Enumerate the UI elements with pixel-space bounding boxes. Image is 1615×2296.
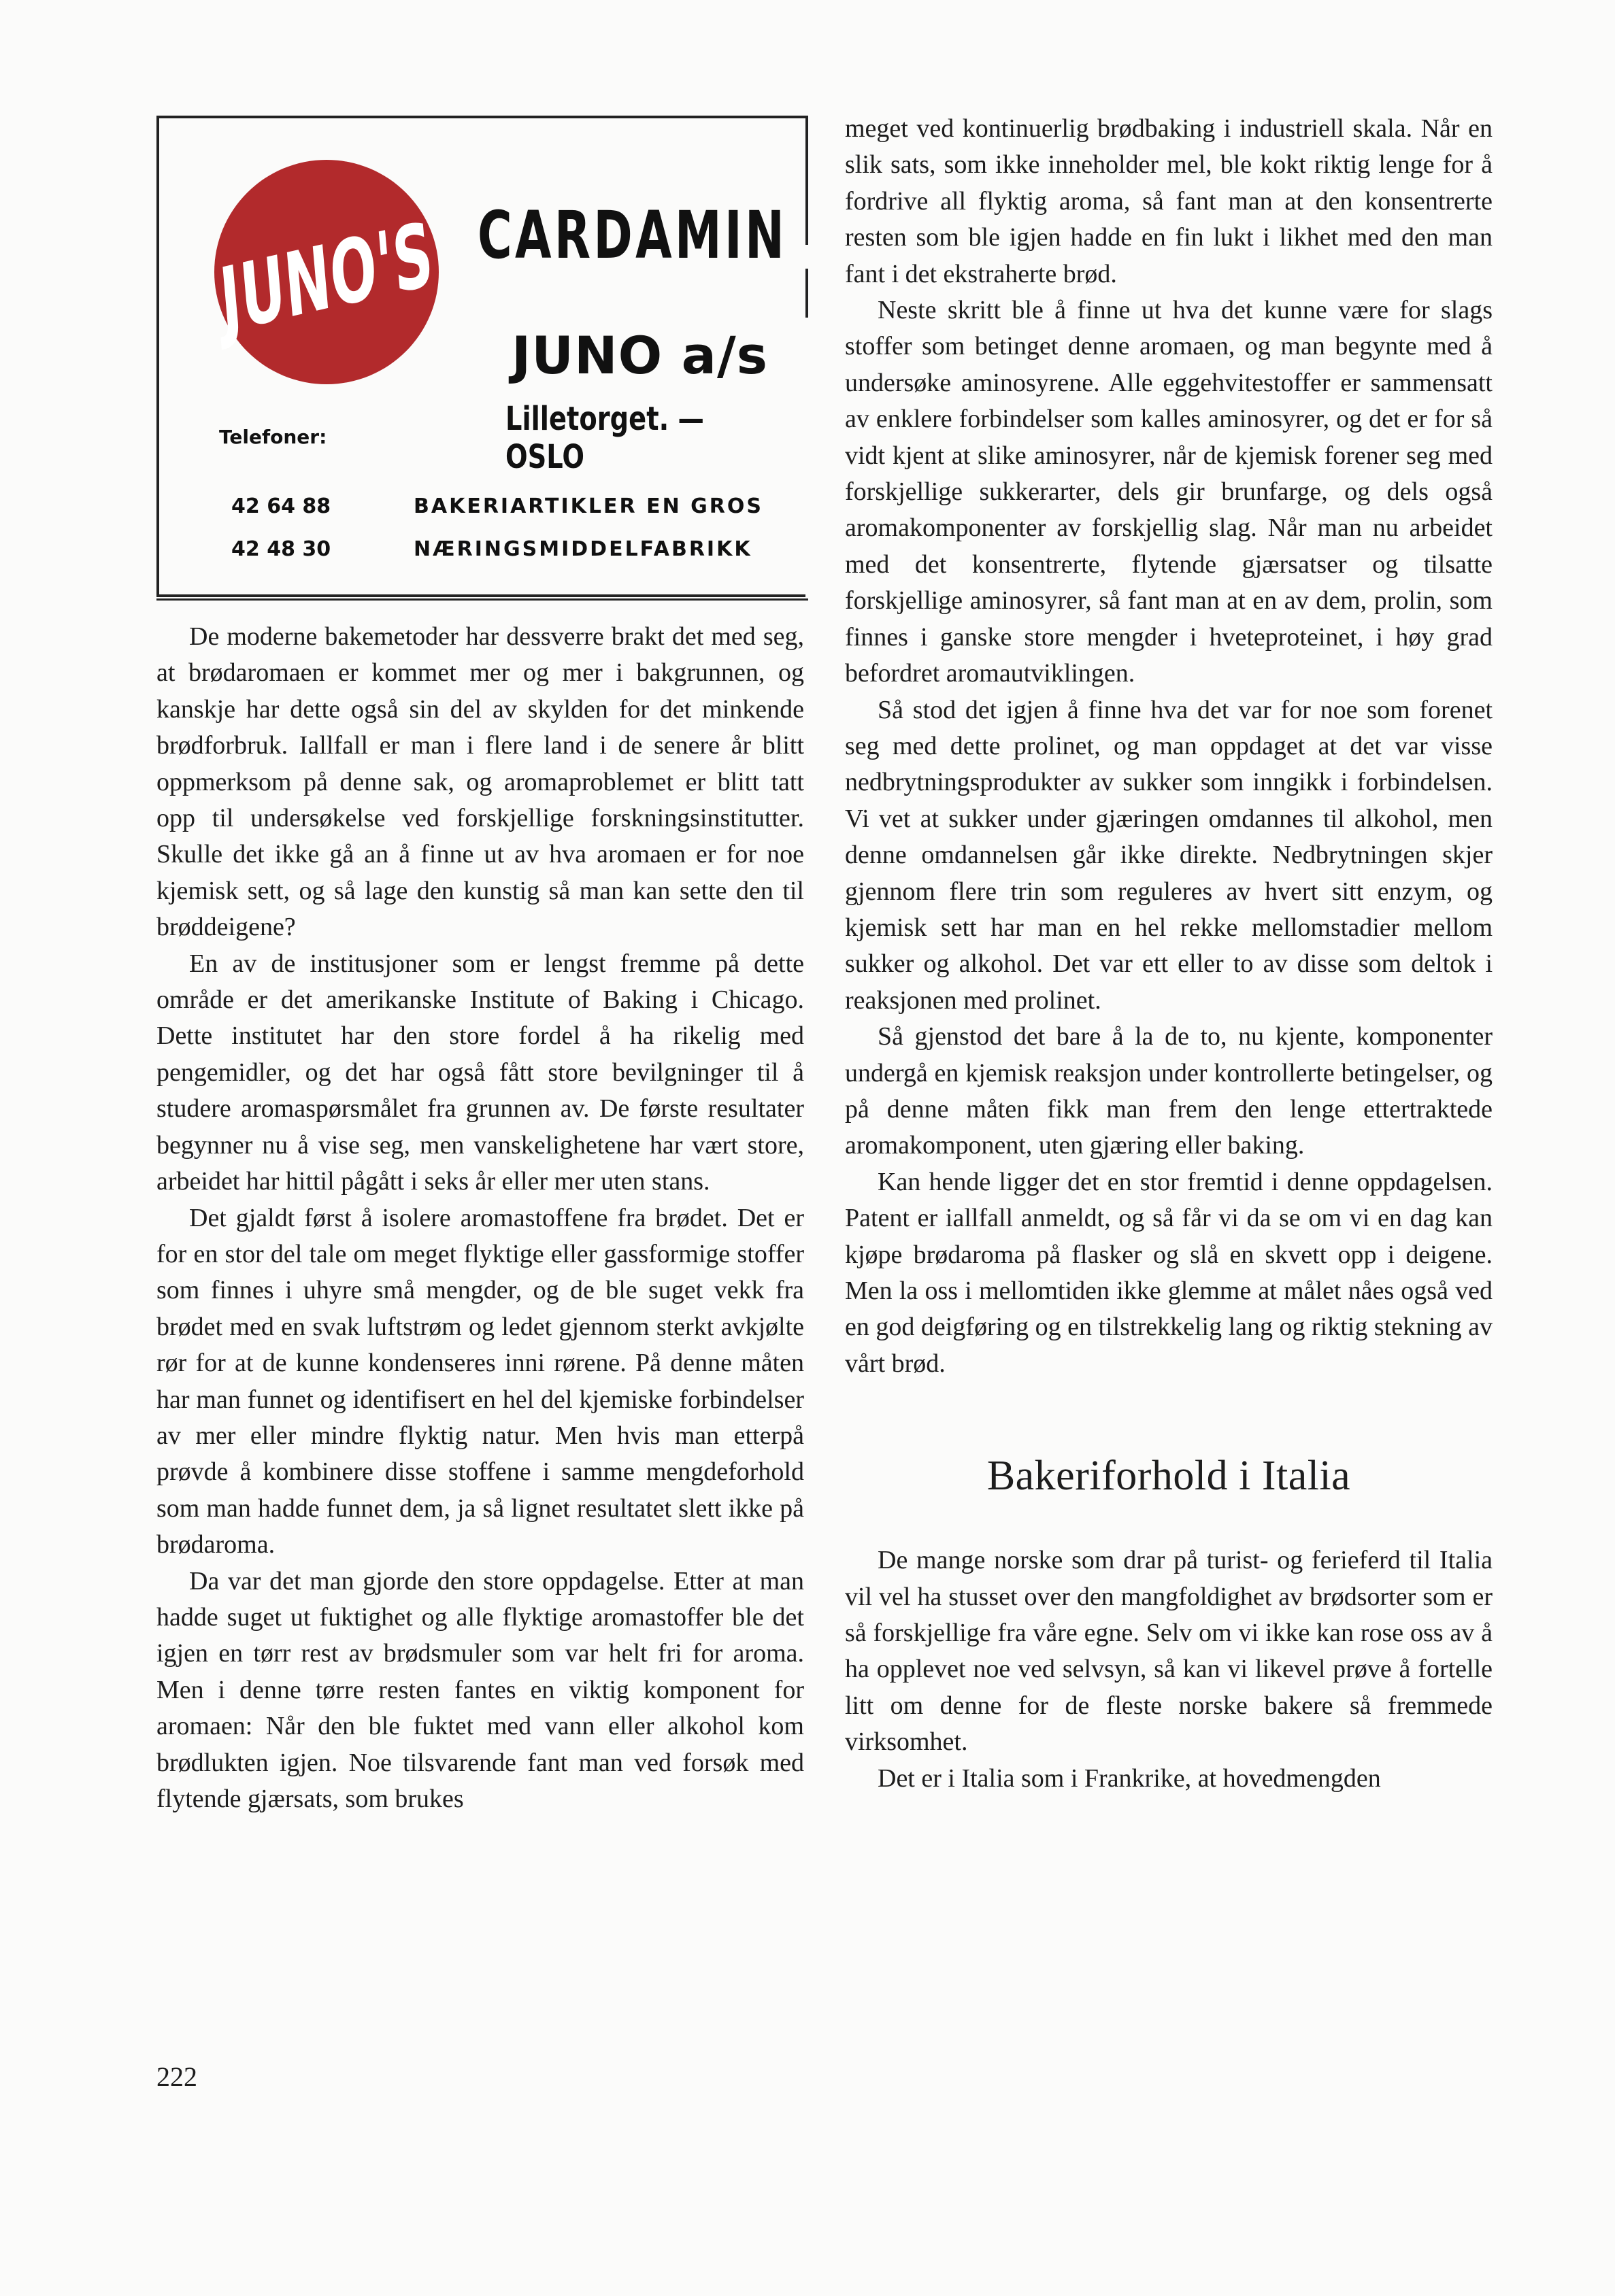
ad-business-line: NÆRINGSMIDDELFABRIKK [414,537,752,561]
ad-bottom-rule [156,598,808,601]
ad-frame-right-edge-lower [805,269,808,318]
page-number: 222 [156,2061,197,2092]
logo-lettering: JUNO'S [216,203,437,353]
advertisement [156,116,812,605]
paragraph: Så gjenstod det bare å la de to, nu kjente, komponenter undergå en kjemisk reaksjon under kontrollerte betingelser, og på denne måten fikk man frem den lenge ettertraktede aromakomponent, uten gjæring eller baking. [845,1022,1493,1160]
ad-frame-right-edge [805,116,808,245]
ad-phone-label: Telefoner: [219,426,327,448]
paragraph: Så stod det igjen å finne hva det var for noe som forenet seg med dette prolinet, og man oppdaget at det var visse nedbrytningsprodukter av sukker som inngikk i forbindelsen. Vi vet at sukker under gjæringen omdannes til alkohol, men denne omdannelsen går ikke direkte. Nedbrytningen skjer gjennom flere trin som reguleres av hvert sitt enzym, og kjemisk sett har man en hel rekke mellomstadier mellom sukker og alkohol. Det var ett eller to av disse som deltok i reaksjonen med prolinet. [845,695,1493,1015]
paragraph: Det er i Italia som i Frankrike, at hovedmengden [878,1763,1381,1793]
ad-address: Lilletorget. — OSLO [505,400,704,476]
left-text-column [156,619,804,1817]
ad-phone-number: 42 48 30 [231,537,331,561]
paragraph: meget ved kontinuerlig brødbaking i industriell skala. Når en slik sats, som ikke inneholder mel, ble kokt riktig lenge for å fordrive all flyktig aroma, så fant man at den konsentrerte resten som ble igjen hadde en fin lukt i likhet med den man fant i det ekstraherte brød. [845,114,1493,288]
paragraph: De moderne bakemetoder har dessverre brakt det med seg, at brødaromaen er kommet mer og mer i bakgrunnen, og kanskje har dette også sin del av skylden for det minkende brødforbruk. Iallfall er man i flere land i de senere år blitt oppmerksom på denne sak, og aromaproblemet er blitt tatt opp til undersøkelse ved forskjellige forskningsinstitutter. Skulle det ikke gå an å finne ut av hva aromaen er for noe kjemisk sett, og så lage den kunstig så man kan sette den til brøddeigene? [156,622,804,942]
paragraph: De mange norske som drar på turist- og ferieferd til Italia vil vel ha stusset over den mangfoldighet av brødsorter som er så forskjellige fra våre egne. Selv om vi ikke kan rose oss av å ha opplevet noe ved selvsyn, så kan vi likevel prøve å fortelle litt om denne for de fleste norske bakere så fremmede virksomhet. [845,1546,1493,1757]
paragraph: En av de institusjoner som er lengst fremme på dette område er det amerikanske Institute of Baking i Chicago. Dette institutet har den store fordel å ha rikelig med pengemidler, og det har også fått store bevilgninger til å studere aromaspørsmålet fra grunnen av. De første resultater begynner nu å vise seg, men vanskelighetene har vært store, arbeidet har hittil pågått i seks år eller mer uten stans. [156,949,804,1196]
paragraph: Kan hende ligger det en stor fremtid i denne oppdagelsen. Patent er iallfall anmeldt, og så får vi da se om vi en dag kan kjøpe brødaroma på flasker og slå en skvett opp i deigene. Men la oss i mellomtiden ikke glemme at målet nåes også ved en god deigføring og en tilstrekkelig lang og riktig stekning av vårt brød. [845,1167,1493,1378]
right-text-column [845,111,1493,1797]
paragraph: Det gjaldt først å isolere aromastoffene fra brødet. Det er for en stor del tale om meget flyktige eller gassformige stoffer som finnes i uhyre små mengder, og de ble suget vekk fra brødet med en svak luftstrøm og ledet gjennom sterkt avkjølte rør for at de kunne kondenseres inni rørene. På denne måten har man funnet og identifisert en hel del kjemiske forbindelser av mer eller mindre flyktig natur. Men hvis man etterpå prøvde å kombinere disse stoffene i samme mengdeforhold som man hadde funnet dem, ja så lignet resultatet slett ikke på brødaroma. [156,1203,804,1559]
paragraph: Neste skritt ble å finne ut hva det kunne være for slags stoffer som betinget denne aromaen, og man begynte med å undersøke aminosyrene. Alle eggehvitestoffer er sammensatt av enklere forbindelser som kalles aminosyrer, og det er for så vidt kjent at slike aminosyrer, når de kjemisk forener seg med forskjellige sukkerarter, dels gir brunfarge, og dels også aromakomponenter av forskjellig slag. Når man nu arbeidet med det konsentrerte, flytende gjærsatser og tilsatte forskjellige aminosyrer, så fant man at en av dem, prolin, som finnes i ganske store mengder i hveteproteinet, i høy grad befordret aromautviklingen. [845,296,1493,688]
ad-business-line: BAKERIARTIKLER EN GROS [414,494,763,518]
paragraph: Da var det man gjorde den store oppdagelse. Etter at man hadde suget ut fuktighet og alle flyktige aromastoffer ble det igjen en tørr rest av brødsmuler som var helt fri for aroma. Men i denne tørre resten fantes en viktig komponent for aromaen: Når den ble fuktet med vann eller alkohol kom brødlukten igjen. Noe tilsvarende fant man ved forsøk med flytende gjærsats, som brukes [156,1566,804,1813]
ad-product-title: CARDAMIN [478,197,788,273]
section-heading: Bakeriforhold i Italia [986,1453,1351,1500]
ad-company-name: JUNO a/s [512,325,768,386]
juno-logo [214,160,439,384]
ad-phone-number: 42 64 88 [231,494,331,518]
